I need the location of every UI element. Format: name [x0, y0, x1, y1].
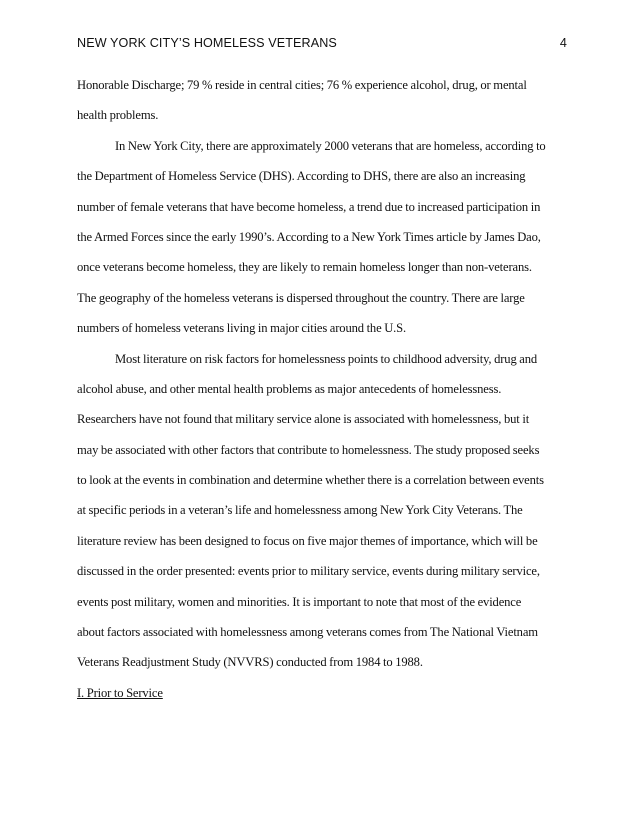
- section-heading: I. Prior to Service: [77, 685, 163, 700]
- text-line: discussed in the order presented: events prior to military service, events during military service,: [77, 564, 540, 579]
- text-line: events post military, women and minorities. It is important to note that most of the evidence: [77, 594, 522, 609]
- text-line: Researchers have not found that military service alone is associated with homelessness, but it: [77, 412, 530, 427]
- text-line: at specific periods in a veteran’s life and homelessness among New York City Veterans. The: [77, 503, 523, 518]
- text-line: about factors associated with homelessness among veterans comes from The National Vietnam: [77, 625, 538, 640]
- text-line: alcohol abuse, and other mental health problems as major antecedents of homelessness.: [77, 381, 502, 396]
- text-line: health problems.: [77, 108, 159, 123]
- text-line: the Armed Forces since the early 1990’s. According to a New York Times article by James Dao,: [77, 229, 541, 244]
- running-head: [77, 36, 567, 56]
- text-line: may be associated with other factors that contribute to homelessness. The study proposed seeks: [77, 442, 540, 457]
- paragraph-first-line: In New York City, there are approximately 2000 veterans that are homeless, according to: [115, 138, 546, 153]
- page-number: 4: [559, 36, 567, 50]
- text-line: literature review has been designed to focus on five major themes of importance, which will be: [77, 533, 538, 548]
- text-line: Honorable Discharge; 79 % reside in central cities; 76 % experience alcohol, drug, or mental: [77, 78, 527, 92]
- text-line: the Department of Homeless Service (DHS). According to DHS, there are also an increasing: [77, 169, 526, 184]
- text-line: number of female veterans that have become homeless, a trend due to increased participation in: [77, 199, 541, 214]
- body-text: [77, 70, 567, 708]
- text-line: Veterans Readjustment Study (NVVRS) conducted from 1984 to 1988.: [77, 655, 423, 670]
- text-line: numbers of homeless veterans living in major cities around the U.S.: [77, 321, 407, 336]
- text-line: once veterans become homeless, they are likely to remain homeless longer than non-veterans.: [77, 260, 532, 275]
- running-head-title: NEW YORK CITY’S HOMELESS VETERANS: [77, 36, 337, 50]
- text-line: to look at the events in combination and determine whether there is a correlation between events: [77, 473, 544, 488]
- paragraph-first-line: Most literature on risk factors for homelessness points to childhood adversity, drug and: [115, 351, 538, 366]
- text-line: The geography of the homeless veterans is dispersed throughout the country. There are large: [77, 290, 525, 305]
